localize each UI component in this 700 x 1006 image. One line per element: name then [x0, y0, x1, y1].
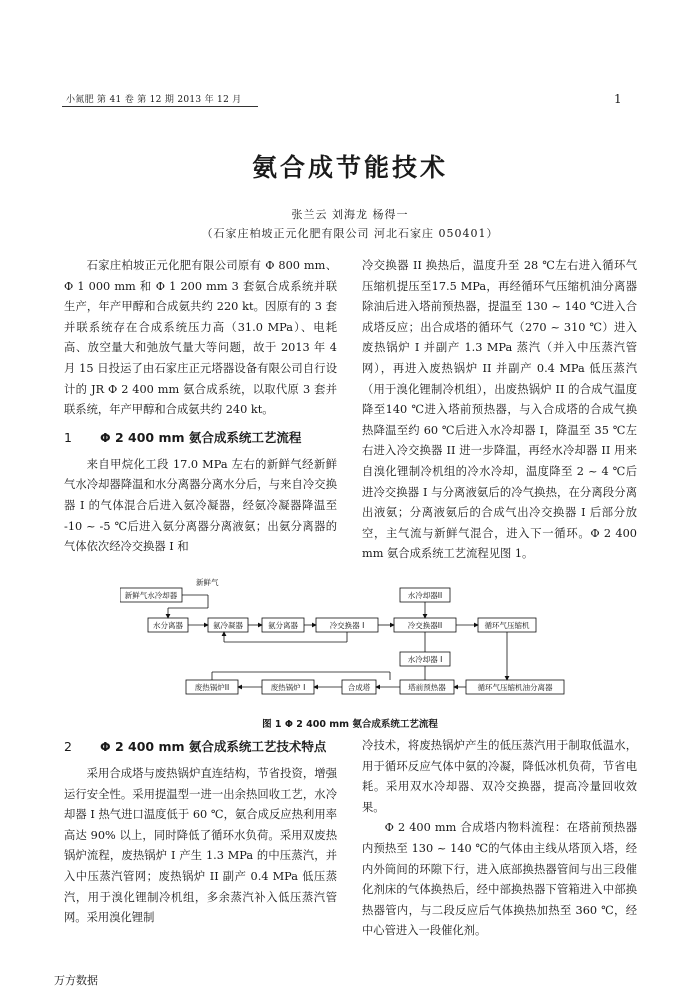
section-1-number: 1: [64, 429, 72, 445]
text-preheater: 塔前预热器: [408, 683, 446, 692]
affiliation: （石家庄柏坡正元化肥有限公司 河北石家庄 050401）: [201, 227, 499, 240]
section-2-paragraph: 采用合成塔与废热锅炉直连结构，节省投资，增强运行安全性。采用提温型一进一出余热回收工艺，水冷却器 I 热气进口温度低于 60 ℃，氨合成反应热利用率高达 90% 以上，同时降低了循环水负荷。采用双废热锅炉流程，废热锅炉 I 产生 1.3 MPa 的中压蒸汽，并入中压蒸汽管网；废热锅炉 II 副产 0.4 MPa 低压蒸汽，用于溴化锂制冷机组，多余蒸汽补入低压蒸汽管网。采用溴化锂制: [64, 767, 337, 925]
converter-flow-paragraph: Φ 2 400 mm 合成塔内物料流程：在塔前预热器内预热至 130 ~ 140 ℃的气体由主线从塔顶入塔，经内外筒间的环隙下行，进入底部换热器管间与出三段催化剂床的气体换热后，经中部换热器下管箱进入中部换热器管内，与二段反应后气体换热加热至 360 ℃，经中心管进入一段催化剂。: [362, 821, 637, 938]
text-circulating-compressor: 循环气压缩机: [484, 621, 530, 630]
process-paragraph: 冷交换器 II 换热后，温度升至 28 ℃左右进入循环气压缩机提压至17.5 MPa，再经循环气压缩机油分离器除油后进入塔前预热器，提温至 130 ~ 140 ℃进入合成塔反应；出合成塔的循环气（270 ~ 310 ℃）进入废热锅炉 I 并副产 1.3 MPa 蒸汽（并入中压蒸汽管网），再进入废热锅炉 II 并副产 0.4 MPa 低压蒸汽（用于溴化锂制冷机组），出废热锅炉 II 的合成气温度降至140 ℃进入塔前预热器，与入合成塔的合成气换热降温至约 60 ℃后进入水冷却器 I，降温至 35 ℃左右进入冷交换器 II 进一步降温，再经水冷却器 II 用来自溴化锂制冷机组的冷水冷却，温度降至 2 ~ 4 ℃后进冷交换器 I 与分离液氨后的冷气换热，在分离段分离出液氨；分离液氨后的合成气出冷交换器 I 后部分放空，主气流与新鲜气混合，进入下一循环。Φ 2 400 mm 氨合成系统工艺流程见图 1。: [362, 259, 637, 561]
text-cold-exchanger-1: 冷交换器 I: [329, 621, 365, 630]
text-water-cooler-2: 水冷却器II: [407, 591, 443, 600]
label-fresh-gas: 新鲜气: [196, 578, 219, 587]
figure-caption: 图 1 Φ 2 400 mm 氨合成系统工艺流程: [262, 719, 438, 730]
text-converter: 合成塔: [347, 683, 371, 692]
text-waste-boiler-1: 废热锅炉 I: [270, 683, 306, 692]
process-flow-diagram: [120, 578, 580, 708]
paper-title: 氨合成节能技术: [251, 153, 448, 182]
intro-paragraph: 石家庄柏坡正元化肥有限公司原有 Φ 800 mm、Φ 1 000 mm 和 Φ 1 200 mm 3 套氨合成系统并联生产，年产甲醇和合成氨共约 220 kt。因原有的 3 套并联系统存在合成系统压力高（31.0 MPa）、电耗高、放空量大和弛放气量大等问题，故于 2013 年 4 月 15 日投运了由石家庄正元塔器设备有限公司自行设计的 JR Φ 2 400 mm 氨合成系统，以取代原 3 套并联系统，年产甲醇和合成氨共约 240 kt。: [64, 259, 337, 417]
authors: 张兰云 刘海龙 杨得一: [291, 208, 409, 221]
technology-paragraph: 冷技术，将废热锅炉产生的低压蒸汽用于制取低温水，用于循环反应气体中氨的冷凝，降低冰机负荷，节省电耗。采用双水冷却器、双冷交换器，提高冷量回收效果。: [362, 739, 637, 814]
section-2-title: Φ 2 400 mm 氨合成系统工艺技术特点: [100, 739, 327, 754]
text-ammonia-separator: 氨分离器: [268, 621, 298, 630]
section-1-heading: [64, 427, 337, 449]
right-column-lower: [362, 736, 637, 942]
section-2-heading: [64, 736, 337, 758]
section-2-number: 2: [64, 739, 72, 754]
text-water-separator: 水分离器: [153, 621, 183, 630]
text-fresh-gas-cooler: 新鲜气水冷却器: [124, 591, 178, 600]
text-water-cooler-1: 水冷却器 I: [407, 655, 443, 664]
header-rule: [62, 106, 258, 107]
section-1-title: Φ 2 400 mm 氨合成系统工艺流程: [100, 429, 302, 445]
running-head: 小氮肥 第 41 卷 第 12 期 2013 年 12 月: [66, 95, 242, 105]
section-1-paragraph: 来自甲烷化工段 17.0 MPa 左右的新鲜气经新鲜气水冷却器降温和水分离器分离水分后，与来自冷交换器 I 的气体混合后进入氨冷凝器，经氨冷凝器降温至 -10 ~ -5 ℃后进入氨分离器分离液氨；出氨分离器的气体依次经冷交换器 I 和: [64, 457, 337, 554]
text-cold-exchanger-2: 冷交换器II: [407, 621, 443, 630]
text-oil-separator: 循环气压缩机油分离器: [477, 683, 553, 692]
page-number: 1: [614, 92, 622, 106]
left-column-upper: [64, 256, 337, 558]
footer-source: 万方数据: [54, 974, 98, 987]
text-ammonia-condenser: 氨冷凝器: [213, 621, 243, 630]
right-column-upper: [362, 256, 637, 565]
left-column-lower: [64, 736, 337, 929]
text-waste-boiler-2: 废热锅炉II: [194, 683, 230, 692]
